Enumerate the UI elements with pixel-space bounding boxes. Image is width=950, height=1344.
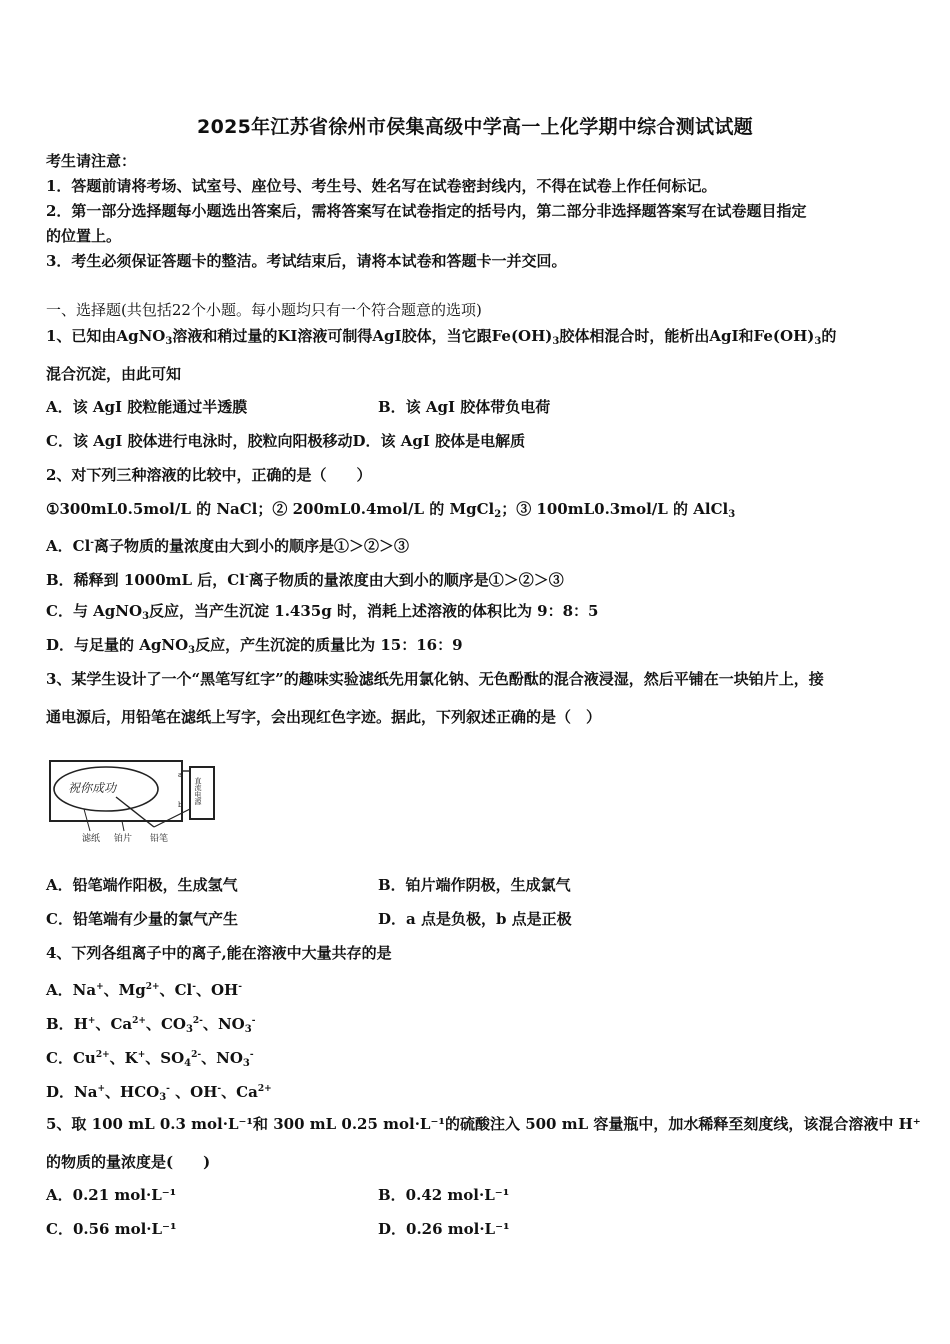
q4-option-d: D．Na+、$HCO_3^-$ 、OH-、$Ca^{2+}$ bbox=[46, 1083, 272, 1103]
q2-solutions: ①300mL0.5mol/L 的 NaCl；② 200mL0.4mol/L 的 MgCl$_2$；③ 100mL0.3mol/L 的 AlCl$_3$ bbox=[46, 500, 736, 520]
q2-option-a: A．Cl-离子物质的量浓度由大到小的顺序是①＞②＞③ bbox=[46, 537, 410, 555]
q4-option-c: C．$Cu^{2+}$、K+、$SO_4^{2-}$、$NO_3^-$ bbox=[46, 1049, 254, 1069]
section-heading: 一、选择题(共包括22个小题。每小题均只有一个符合题意的选项) bbox=[46, 301, 482, 319]
q3-stem-line1: 3、某学生设计了一个“黑笔写红字”的趣味实验滤纸先用氯化钠、无色酚酞的混合液浸湿，然后平铺在一块铂片上，接 bbox=[46, 670, 824, 688]
q2-option-c: C．与 AgNO$_3$反应，当产生沉淀 1.435g 时，消耗上述溶液的体积比为 9：8：5 bbox=[46, 602, 599, 622]
wire-bottom bbox=[154, 809, 190, 827]
q4-stem: 4、下列各组离子中的离子,能在溶液中大量共存的是 bbox=[46, 944, 392, 962]
label-platinum: 铂片 bbox=[114, 834, 133, 844]
exam-title: 2025年江苏省徐州市侯集高级中学高一上化学期中综合测试试题 bbox=[197, 116, 753, 138]
q1-stem-line2: 混合沉淀，由此可知 bbox=[46, 365, 182, 383]
notice-item-2a: 2．第一部分选择题每小题选出答案后，需将答案写在试卷指定的括号内，第二部分非选择题答案写在试卷题目指定 bbox=[46, 202, 807, 220]
q3-option-c: C．铅笔端有少量的氯气产生 bbox=[46, 910, 238, 928]
q5-stem-line2: 的物质的量浓度是( ) bbox=[46, 1153, 211, 1171]
q2-stem: 2、对下列三种溶液的比较中，正确的是（ ） bbox=[46, 466, 372, 484]
q3-option-d: D．a 点是负极，b 点是正极 bbox=[378, 910, 572, 928]
label-a: a bbox=[178, 771, 183, 779]
notice-item-3: 3．考生必须保证答题卡的整洁。考试结束后，请将本试卷和答题卡一并交回。 bbox=[46, 252, 567, 270]
q4-option-b: B．H+、$Ca^{2+}$、$CO_3^{2-}$、$NO_3^-$ bbox=[46, 1015, 256, 1035]
label-b: b bbox=[178, 801, 183, 809]
q3-stem-line2: 通电源后，用铅笔在滤纸上写字，会出现红色字迹。据此，下列叙述正确的是（ ） bbox=[46, 708, 602, 726]
power-supply-label: 直流电源 bbox=[194, 777, 202, 805]
leader-plate bbox=[122, 821, 124, 831]
q2-option-d: D．与足量的 AgNO$_3$反应，产生沉淀的质量比为 15：16：9 bbox=[46, 636, 463, 656]
figure-writing: 祝你成功 bbox=[68, 781, 117, 795]
q5-option-d: D．0.26 mol·L⁻¹ bbox=[378, 1220, 510, 1238]
q5-option-b: B．0.42 mol·L⁻¹ bbox=[378, 1186, 510, 1204]
notice-item-2b: 的位置上。 bbox=[46, 227, 122, 245]
notice-heading: 考生请注意： bbox=[46, 152, 137, 170]
q5-stem-line1: 5、取 100 mL 0.3 mol·L⁻¹和 300 mL 0.25 mol·L⁻¹的硫酸注入 500 mL 容量瓶中，加水稀释至刻度线，该混合溶液中 H⁺ bbox=[46, 1115, 921, 1133]
q2-option-b: B．稀释到 1000mL 后，Cl-离子物质的量浓度由大到小的顺序是①＞②＞③ bbox=[46, 571, 564, 589]
q3-option-a: A．铅笔端作阳极，生成氢气 bbox=[46, 876, 238, 894]
q3-option-b: B．铂片端作阴极，生成氯气 bbox=[378, 876, 571, 894]
q1-option-a: A．该 AgI 胶粒能通过半透膜 bbox=[46, 398, 248, 416]
notice-item-1: 1．答题前请将考场、试室号、座位号、考生号、姓名写在试卷密封线内，不得在试卷上作任何标记。 bbox=[46, 177, 717, 195]
q1-option-b: B．该 AgI 胶体带负电荷 bbox=[378, 398, 551, 416]
q5-option-a: A．0.21 mol·L⁻¹ bbox=[46, 1186, 177, 1204]
q4-option-a: A．Na+、$Mg^{2+}$、Cl-、OH- bbox=[46, 981, 242, 999]
q1-option-c: C．该 AgI 胶体进行电泳时，胶粒向阳极移动D．该 AgI 胶体是电解质 bbox=[46, 432, 526, 450]
q1-stem-line1: 1、已知由AgNO$_3$溶液和稍过量的KI溶液可制得AgI胶体，当它跟$Fe(OH)_3$胶体相混合时，能析出AgI和$Fe(OH)_3$的 bbox=[46, 327, 837, 347]
q5-option-c: C．0.56 mol·L⁻¹ bbox=[46, 1220, 177, 1238]
label-filter-paper: 滤纸 bbox=[82, 834, 101, 844]
label-pencil: 铅笔 bbox=[150, 834, 169, 844]
electrolysis-figure bbox=[46, 757, 226, 847]
